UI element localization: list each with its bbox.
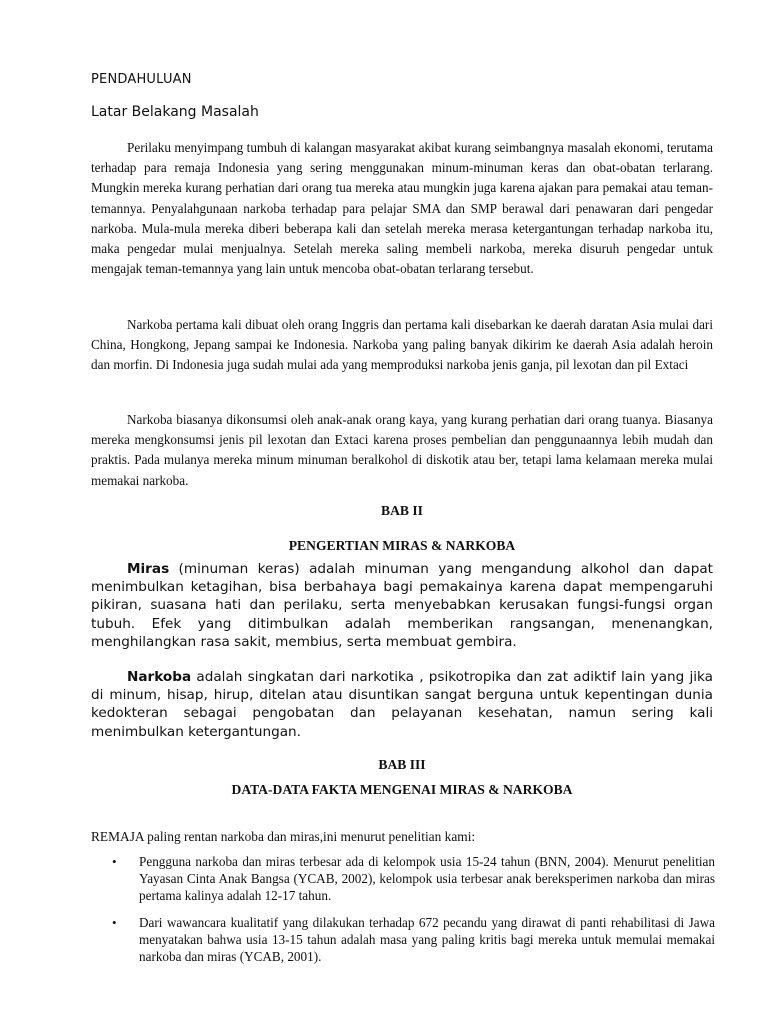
chapter-label-bab-2: BAB II bbox=[381, 503, 423, 518]
bullet-icon: • bbox=[112, 915, 117, 930]
chapter-label-bab-3: BAB III bbox=[378, 757, 426, 772]
chapter-title-bab-3: DATA-DATA FAKTA MENGENAI MIRAS & NARKOBA bbox=[231, 782, 573, 797]
bullet-icon: • bbox=[112, 854, 117, 869]
facts-bullet-list bbox=[91, 853, 715, 975]
narkoba-term: Narkoba bbox=[127, 669, 192, 685]
miras-term: Miras bbox=[127, 561, 170, 577]
subheading-latar-belakang: Latar Belakang Masalah bbox=[91, 104, 259, 120]
miras-definition-text: (minuman keras) adalah minuman yang mengandung alkohol dan dapat menimbulkan ketagihan, bisa berbahaya bagi pemakainya karena dapat mempengaruhi pikiran, suasana hati dan perilaku, serta menyebabkan kerusakan fungsi-fungsi organ tubuh. Efek yang ditimbulkan adalah memberikan rangsangan, menenangkan, menghilangkan rasa sakit, membius, serta membuat gembira. bbox=[91, 561, 713, 650]
bullet-text: Dari wawancara kualitatif yang dilakukan terhadap 672 pecandu yang dirawat di panti rehabilitasi di Jawa menyatakan bahwa usia 13-15 tahun adalah masa yang paling kritis bagi mereka untuk memulai memakai narkoba dan miras (YCAB, 2001). bbox=[139, 915, 715, 964]
intro-paragraph-2: Narkoba pertama kali dibuat oleh orang Inggris dan pertama kali disebarkan ke daerah daratan Asia mulai dari China, Hongkong, Jepang sampai ke Indonesia. Narkoba yang paling banyak dikirim ke daerah Asia adalah heroin dan morfin. Di Indonesia juga sudah mulai ada yang memproduksi narkoba jenis ganja, pil lexotan dan pil Extaci bbox=[91, 317, 713, 373]
list-item bbox=[91, 853, 715, 904]
chapter-title-bab-2: PENGERTIAN MIRAS & NARKOBA bbox=[288, 538, 516, 553]
miras-definition-paragraph bbox=[91, 560, 713, 651]
bab3-intro-line: REMAJA paling rentan narkoba dan miras,ini menurut penelitian kami: bbox=[91, 829, 476, 844]
bullet-text: Pengguna narkoba dan miras terbesar ada di kelompok usia 15-24 tahun (BNN, 2004). Menurut penelitian Yayasan Cinta Anak Bangsa (YCAB, 2002), kelompok usia terbesar anak bereksperimen narkoba dan miras pertama kalinya adalah 12-17 tahun. bbox=[139, 854, 715, 903]
intro-paragraph-3: Narkoba biasanya dikonsumsi oleh anak-anak orang kaya, yang kurang perhatian dari orang tuanya. Biasanya mereka mengkonsumsi jenis pil lexotan dan Extaci karena proses pembelian dan penggunaannya lebih mudah dan praktis. Pada mulanya mereka minum minuman beralkohol di diskotik atau ber, tetapi lama kelamaan mereka mulai memakai narkoba. bbox=[91, 412, 713, 488]
section-heading-pendahuluan: PENDAHULUAN bbox=[91, 72, 192, 87]
intro-paragraph-1: Perilaku menyimpang tumbuh di kalangan masyarakat akibat kurang seimbangnya masalah ekonomi, terutama terhadap para remaja Indonesia yang sering menggunakan minum-minuman keras dan obat-obatan terlarang. Mungkin mereka kurang perhatian dari orang tua mereka atau mungkin juga karena ajakan para pemakai atau teman-temannya. Penyalahgunaan narkoba terhadap para pelajar SMA dan SMP berawal dari penawaran dari pengedar narkoba. Mula-mula mereka diberi beberapa kali dan setelah mereka merasa ketergantungan terhadap narkoba itu, maka pengedar mulai menjualnya. Setelah mereka saling membeli narkoba, mereka disuruh pengedar untuk mengajak teman-temannya yang lain untuk mencoba obat-obatan terlarang tersebut. bbox=[91, 140, 713, 277]
narkoba-definition-paragraph bbox=[91, 668, 713, 741]
list-item bbox=[91, 914, 715, 965]
narkoba-definition-text: adalah singkatan dari narkotika , psikotropika dan zat adiktif lain yang jika di minum, hisap, hirup, ditelan atau disuntikan sangat berguna untuk kepentingan dunia kedokteran sebagai pengobatan dan pelayanan kesehatan, namun sering kali menimbulkan ketergantungan. bbox=[91, 669, 713, 740]
